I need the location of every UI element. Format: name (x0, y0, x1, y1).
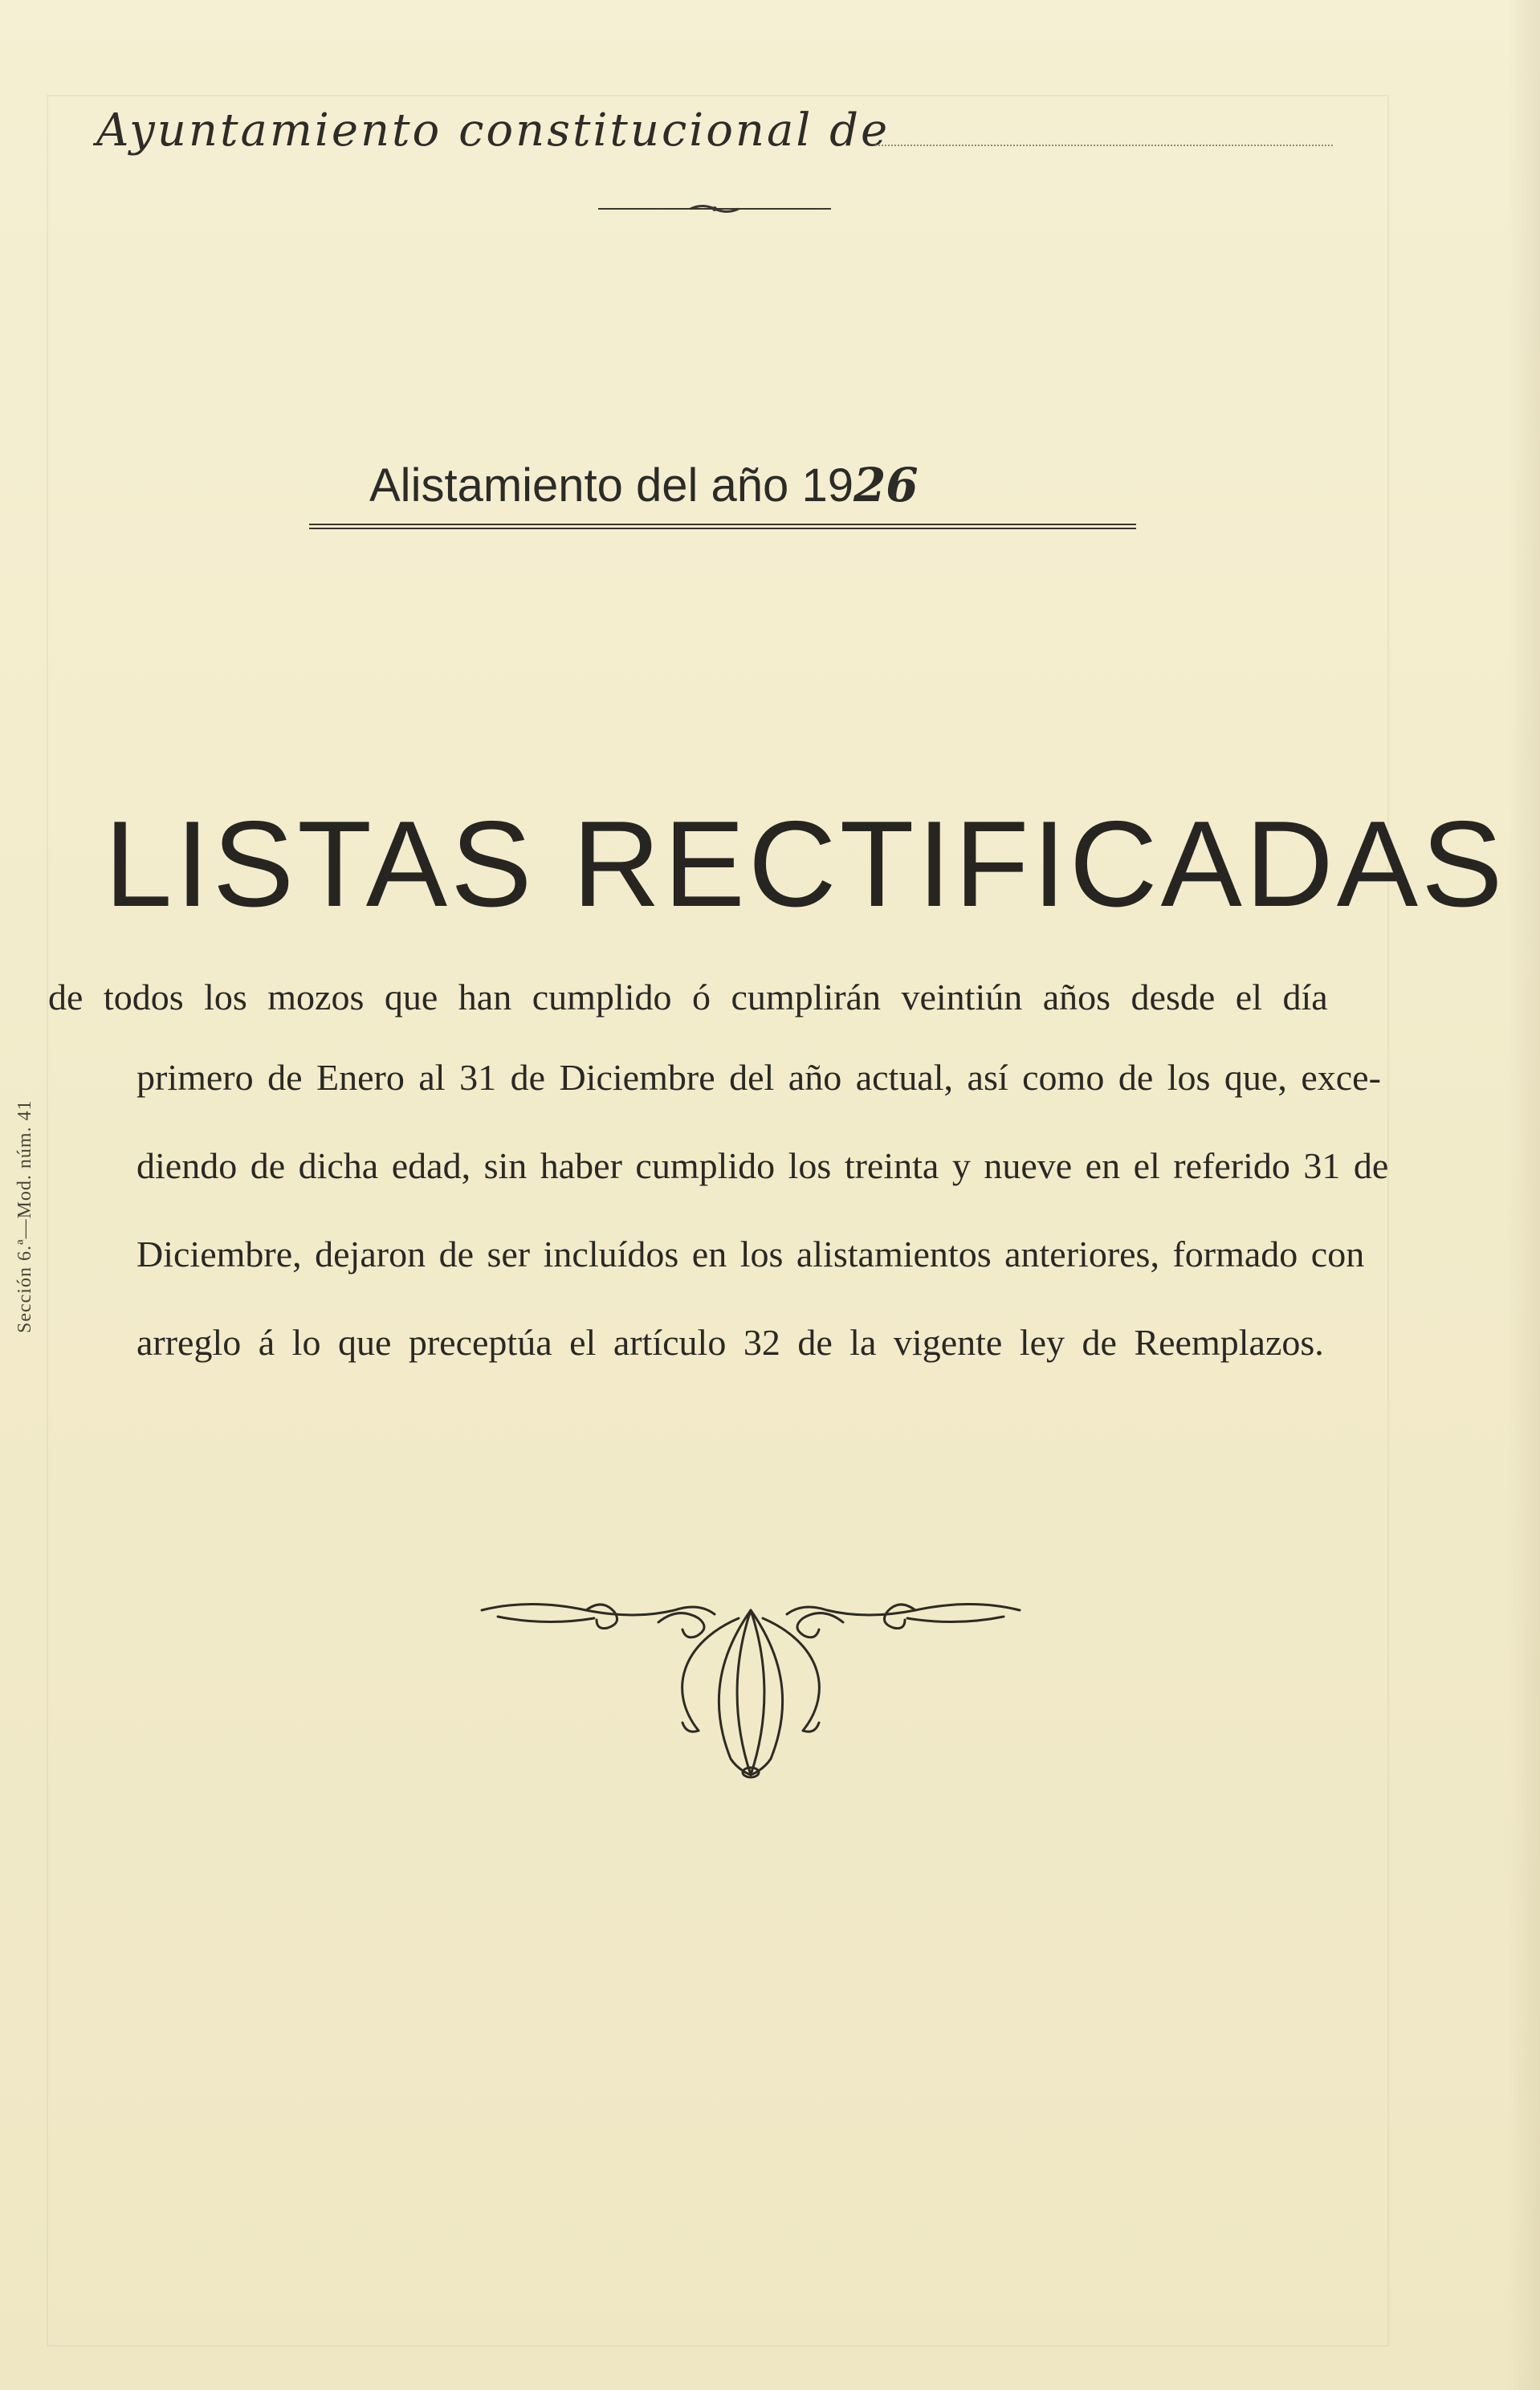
year-printed: 19 (801, 459, 854, 512)
header-rule-ornament-icon (598, 193, 831, 225)
enlistment-label: Alistamiento del año (369, 459, 789, 512)
year-handwritten: 26 (853, 458, 919, 512)
enlistment-year-line (369, 458, 1092, 522)
header-text: Ayuntamiento constitucional de (96, 104, 890, 157)
municipality-fill-line (875, 145, 1333, 146)
body-line: arreglo á lo que preceptúa el artículo 32 de la vigente ley de Reemplazos. (136, 1322, 1324, 1363)
page-title: LISTAS RECTIFICADAS (104, 796, 1506, 932)
bleed-through-frame (47, 95, 1506, 2347)
body-line: Diciembre, dejaron de ser incluídos en los alistamientos anteriores, formado con (136, 1234, 1365, 1275)
body-line: primero de Enero al 31 de Diciembre del año actual, así como de los que, exce- (136, 1057, 1381, 1098)
enlistment-double-rule (309, 522, 1136, 532)
municipality-header (96, 104, 1333, 169)
body-line: de todos los mozos que han cumplido ó cumplirán veintiún años desde el día (48, 977, 1328, 1018)
body-line: diendo de dicha edad, sin haber cumplido los treinta y nueve en el referido 31 de (136, 1145, 1389, 1186)
page-edge-shadow (1508, 0, 1540, 2390)
flourish-ornament-icon (474, 1594, 1028, 1779)
form-reference-note: Sección 6.ª—Mod. núm. 41 (14, 1099, 35, 1333)
